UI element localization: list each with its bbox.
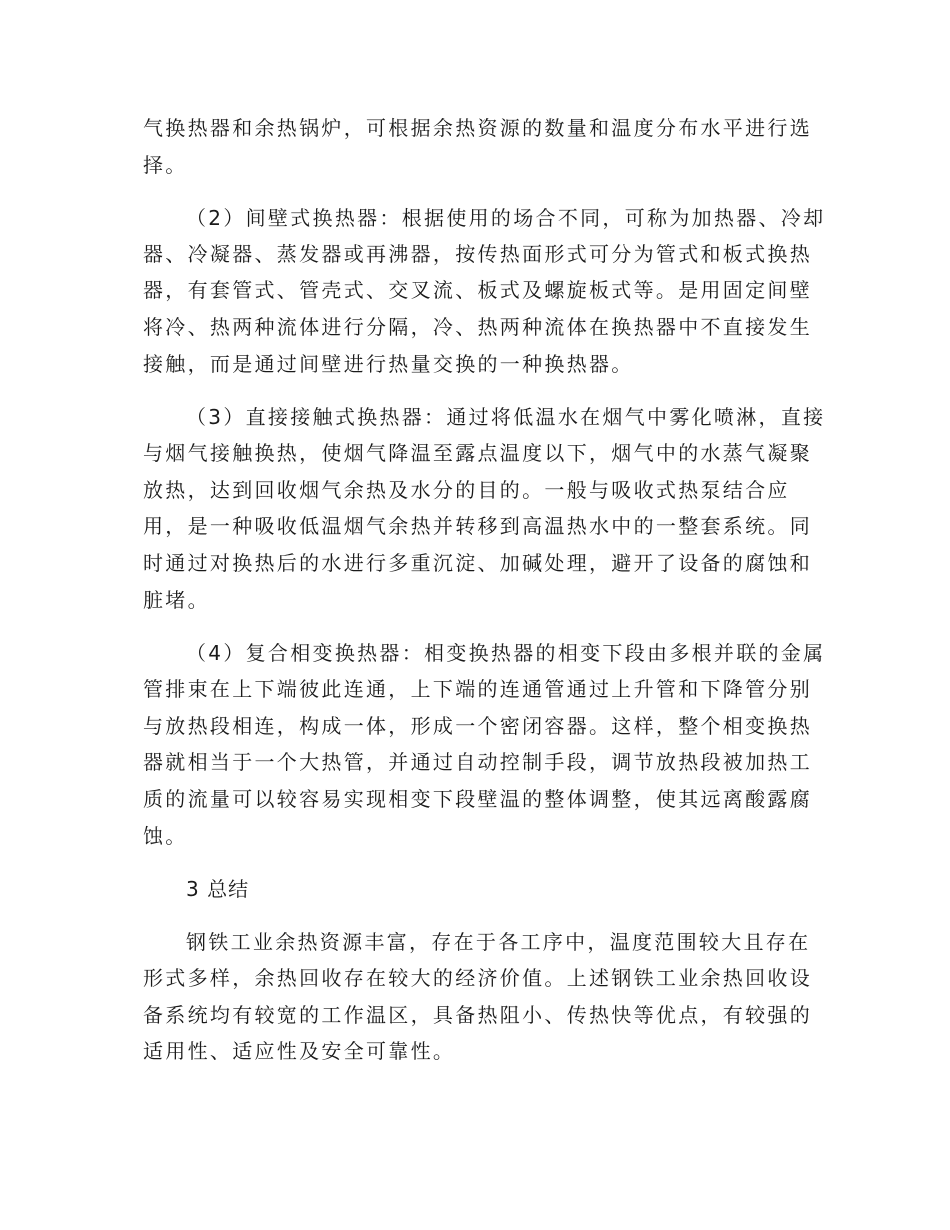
paragraph-line: 器就相当于一个大热管，并通过自动控制手段，调节放热段被加热工 <box>143 750 812 774</box>
paragraph-line: （4）复合相变换热器：相变换热器的相变下段由多根并联的金属 <box>186 641 826 665</box>
paragraph-line: 择。 <box>143 153 188 177</box>
section-heading: 3 总结 <box>186 877 250 901</box>
paragraph-line: 与放热段相连，构成一体，形成一个密闭容器。这样，整个相变换热 <box>143 714 812 738</box>
paragraph-line: 用，是一种吸收低温烟气余热并转移到高温热水中的一整套系统。同 <box>143 514 812 538</box>
paragraph-line: 脏堵。 <box>143 588 210 612</box>
paragraph-line: （3）直接接触式换热器：通过将低温水在烟气中雾化喷淋，直接 <box>186 405 826 429</box>
paragraph-line: 接触，而是通过间壁进行热量交换的一种换热器。 <box>143 352 634 376</box>
paragraph-line: 钢铁工业余热资源丰富，存在于各工序中，温度范围较大且存在 <box>186 930 811 954</box>
paragraph-line: 将冷、热两种流体进行分隔，冷、热两种流体在换热器中不直接发生 <box>143 315 812 339</box>
paragraph-line: 蚀。 <box>143 824 188 848</box>
paragraph-line: 管排束在上下端彼此连通，上下端的连通管通过上升管和下降管分别 <box>143 677 812 701</box>
paragraph-line: 器、冷凝器、蒸发器或再沸器，按传热面形式可分为管式和板式换热 <box>143 242 812 266</box>
paragraph-line: 适用性、适应性及安全可靠性。 <box>143 1039 456 1063</box>
paragraph-line: 与烟气接触换热，使烟气降温至露点温度以下，烟气中的水蒸气凝聚 <box>143 441 812 465</box>
paragraph-line: 气换热器和余热锅炉，可根据余热资源的数量和温度分布水平进行选 <box>143 116 812 140</box>
paragraph-line: （2）间壁式换热器：根据使用的场合不同，可称为加热器、冷却 <box>186 206 826 230</box>
paragraph-line: 质的流量可以较容易实现相变下段壁温的整体调整，使其远离酸露腐 <box>143 787 812 811</box>
paragraph-line: 器，有套管式、管壳式、交叉流、板式及螺旋板式等。是用固定间壁 <box>143 278 812 302</box>
paragraph-line: 形式多样，余热回收存在较大的经济价值。上述钢铁工业余热回收设 <box>143 966 812 990</box>
paragraph-line: 备系统均有较宽的工作温区，具备热阻小、传热快等优点，有较强的 <box>143 1003 812 1027</box>
paragraph-line: 放热，达到回收烟气余热及水分的目的。一般与吸收式热泵结合应 <box>143 478 790 502</box>
paragraph-line: 时通过对换热后的水进行多重沉淀、加碱处理，避开了设备的腐蚀和 <box>143 551 812 575</box>
